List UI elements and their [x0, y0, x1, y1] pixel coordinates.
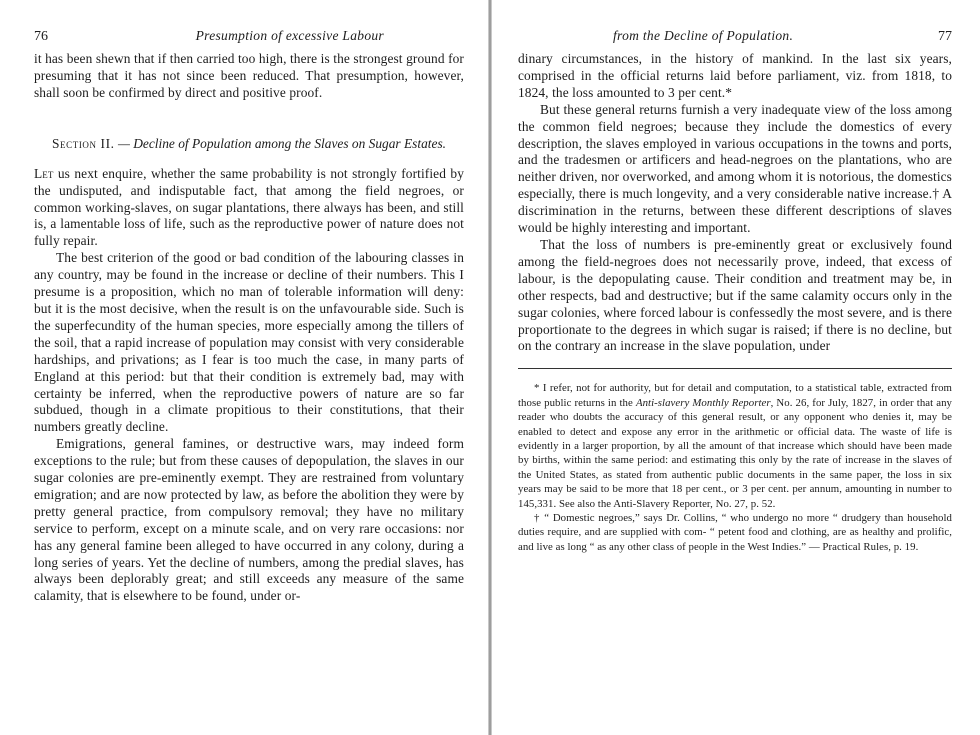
left-paragraph-1	[34, 166, 464, 251]
right-running-title: from the Decline of Population.	[613, 28, 794, 43]
right-page-number: 77	[938, 29, 952, 44]
section-heading	[44, 135, 454, 152]
left-paragraph-2: The best criterion of the good or bad condition of the labouring classes in any country, may be found in the increase or decline of their numbers. This I presume is a proposition, which no man of tolerable information will deny: but it is the most decisive, when the result is on the unfavourable side. Such is the superfecundity of the human species, more especially among the tillers of the soil, that a rapid increase of population may consist with very considerable hardships, and privations; as I fear is too much the case, in many parts of England at this period: but that their condition is extremely bad, may with certainty be inferred, when the reproductive powers of nature are so far subdued, though in a climate propitious to their constitutions, that their numbers greatly decline.	[34, 250, 464, 435]
footnote-rule	[518, 368, 952, 369]
lead-word: Let	[34, 165, 54, 181]
left-paragraph-1-text: us next enquire, whether the same probability is not strongly fortified by the undisputed, and indisputable fact, that among the field negroes, or common working-slaves, on sugar plantations, there always has been, and still is, a lamentable loss of life, such as the reproductive power of nature does not fully repair.	[34, 165, 464, 249]
section-title: — Decline of Population among the Slaves on Sugar Estates.	[117, 135, 447, 151]
footnote-1-part-b: , No. 26, for July, 1827, in order that any reader who doubts the accuracy of this general result, or any opponent who denies it, may be enabled to detect and expose any error in the arithmetic or official data. The waste of life is evidently in a larger proportion, by all the amount of that increase which should have been made by births, within the same period: and estimating this only by the rate of increase in the slaves of the United States, as stated from authentic public documents in the same paper, the loss in six years may be said to be more that 18 per cent., or 3 per cent. per annum, amounting in number to 145,331. See also the Anti-Slavery Reporter, No. 27, p. 52.	[518, 396, 952, 510]
left-paragraph-3: Emigrations, general famines, or destructive wars, may indeed form exceptions to the rule; but from these causes of depopulation, the slaves in our sugar colonies are pre-eminently exempt. They are restrained from voluntary emigration; and are now protected by law, as before the abolition they were by pretty general practice, from compulsory removal; they have no military service to perform, except on a minute scale, and on very rare occasions: nor has any general famine been alleged to have occurred in any colony, during a long series of years. Yet the decline of numbers, among the predial slaves, has always been deplorably great; and still exceeds any measure of the same calamity, that is elsewhere to be found, under or-	[34, 436, 464, 604]
left-running-head	[34, 28, 464, 46]
right-paragraph-1: But these general returns furnish a very inadequate view of the loss among the common field negroes; because they include the domestics of every description, the slaves employed in various occupations in the towns and ports, and the tradesmen or artificers and head-negroes on the plantations, who are neither driven, nor overworked, and among whom it is notorious, the domestics especially, there is much longevity, and a very considerable native increase.† A discrimination in the returns, between these different descriptions of slaves would be highly interesting and important.	[518, 101, 952, 236]
left-intro-paragraph: it has been shewn that if then carried too high, there is the strongest ground for presuming that it has not since been reduced. That presumption, however, shall soon be confirmed by direct and positive proof.	[34, 51, 464, 100]
section-label: Section II.	[51, 135, 115, 151]
footnote-1-part-a: * I refer, not for authority, but for detail and computation, to a statistical table, extracted from those public returns in the	[518, 382, 952, 409]
right-paragraph-2: That the loss of numbers is pre-eminently great or exclusively found among the field-negroes does not necessarily prove, indeed, that excess of labour, is the depopulating cause. Their condition and treatment may be, in other respects, bad and destructive; but if the same calamity occurs only in the sugar colonies, where forced labour is confessedly the most severe, and is there proportionate to the degrees in which sugar is raised; if there is no decline, but on the contrary an increase in the slave population, under	[518, 236, 952, 354]
right-intro-paragraph: dinary circumstances, in the history of mankind. In the last six years, comprised in the official returns laid before parliament, viz. from 1818, to 1824, the loss amounted to 3 per cent.*	[518, 51, 952, 100]
left-running-title: Presumption of excessive Labour	[195, 28, 384, 43]
right-page	[490, 0, 980, 735]
footnote-1-title: Anti-slavery Monthly Reporter	[635, 396, 771, 409]
right-running-head	[518, 28, 952, 46]
footnote-1	[518, 381, 952, 511]
footnote-2: † “ Domestic negroes,” says Dr. Collins, “ who undergo no more “ drudgery than household duties require, and are supplied with com- “ petent food and clothing, are as healthy and prolific, and live as long “ as any other class of people in the West Indies.” — Practical Rules, p. 19.	[518, 511, 952, 553]
left-page-number: 76	[34, 29, 48, 44]
